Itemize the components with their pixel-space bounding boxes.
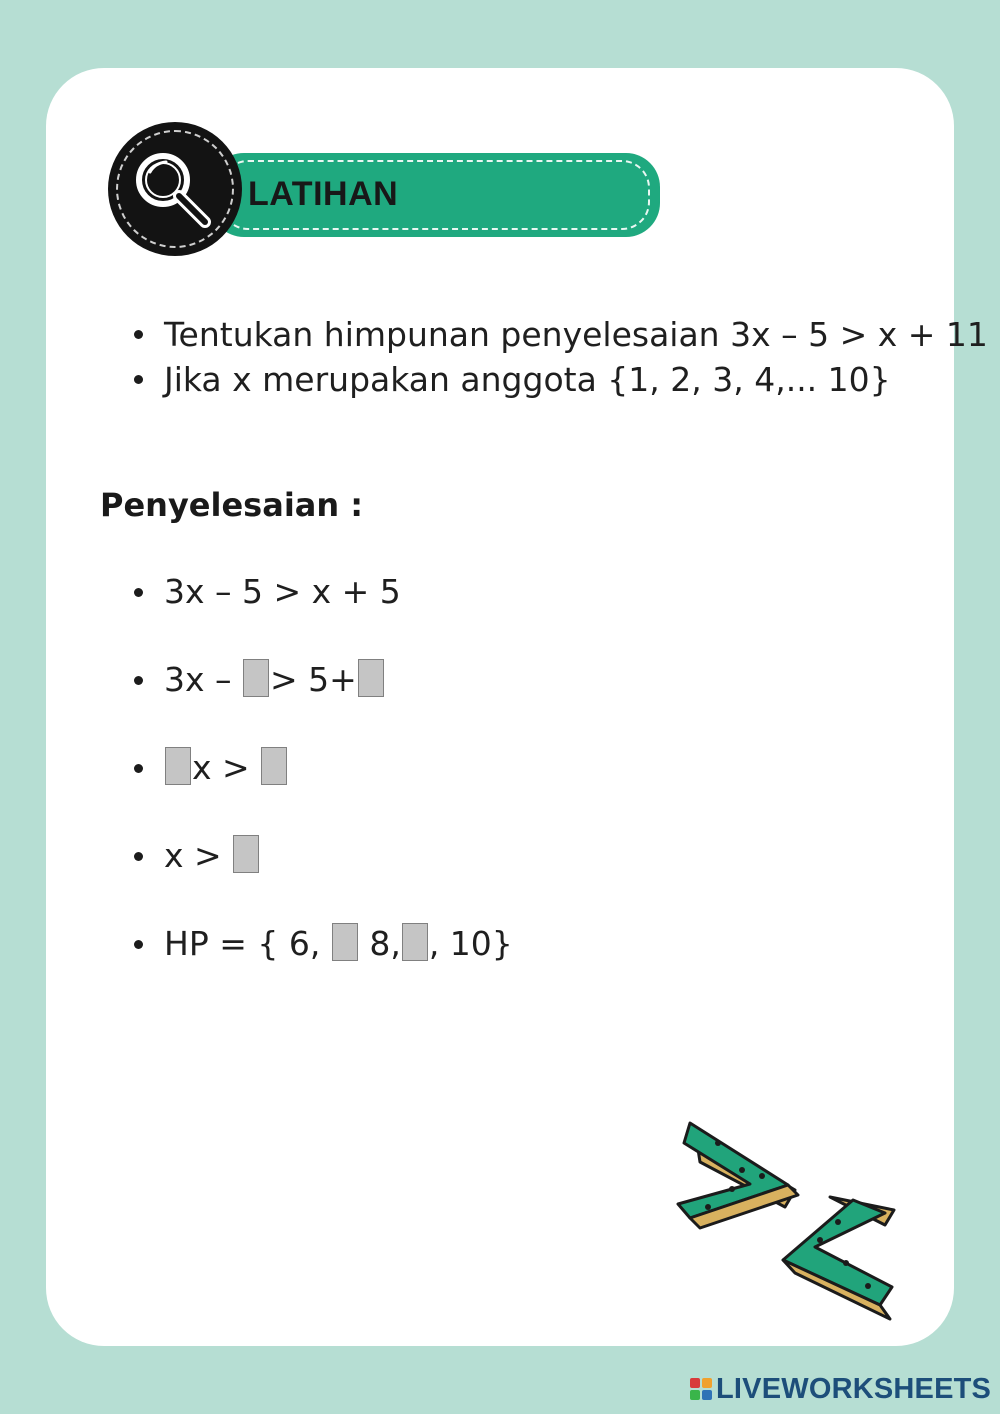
bullet-icon [134,375,143,384]
solution-title: Penyelesaian : [100,486,364,524]
problem-list [128,312,988,402]
solution-step [128,746,928,834]
solution-steps [128,570,928,1010]
liveworksheets-logo[interactable] [690,1371,991,1407]
answer-blank[interactable] [243,659,269,697]
answer-blank[interactable] [233,835,259,873]
magnifier-icon [123,140,223,240]
step-text: 3x – 5 > x + 5 [164,572,401,611]
bullet-icon [134,764,143,773]
answer-blank[interactable] [165,747,191,785]
bullet-icon [134,588,143,597]
bullet-icon [134,940,143,949]
step-text: 8, [369,924,401,963]
section-header [108,122,568,258]
inequality-symbols-icon [670,1115,910,1325]
problem-item [128,357,928,402]
answer-blank[interactable] [358,659,384,697]
liveworksheets-logo-icon [690,1378,712,1400]
header-title: LATIHAN [248,175,399,213]
liveworksheets-brand: LIVEWORKSHEETS [716,1372,992,1405]
step-text: x > [192,748,250,787]
step-text: x > [164,836,222,875]
solution-step [128,834,928,922]
answer-blank[interactable] [332,923,358,961]
problem-item [128,312,988,357]
step-text: , 10} [428,924,513,963]
answer-blank[interactable] [402,923,428,961]
bullet-icon [134,676,143,685]
bullet-icon [134,852,143,861]
step-text: HP = { 6, [164,924,321,963]
problem-text: Jika x merupakan anggota {1, 2, 3, 4,... 10} [164,360,891,399]
bullet-icon [134,330,143,339]
step-text: > 5+ [270,660,357,699]
solution-step [128,570,928,658]
step-text: 3x – [164,660,232,699]
answer-blank[interactable] [261,747,287,785]
problem-text: Tentukan himpunan penyelesaian 3x – 5 > x + 11 [164,315,988,354]
solution-step [128,922,928,1010]
solution-step [128,658,928,746]
